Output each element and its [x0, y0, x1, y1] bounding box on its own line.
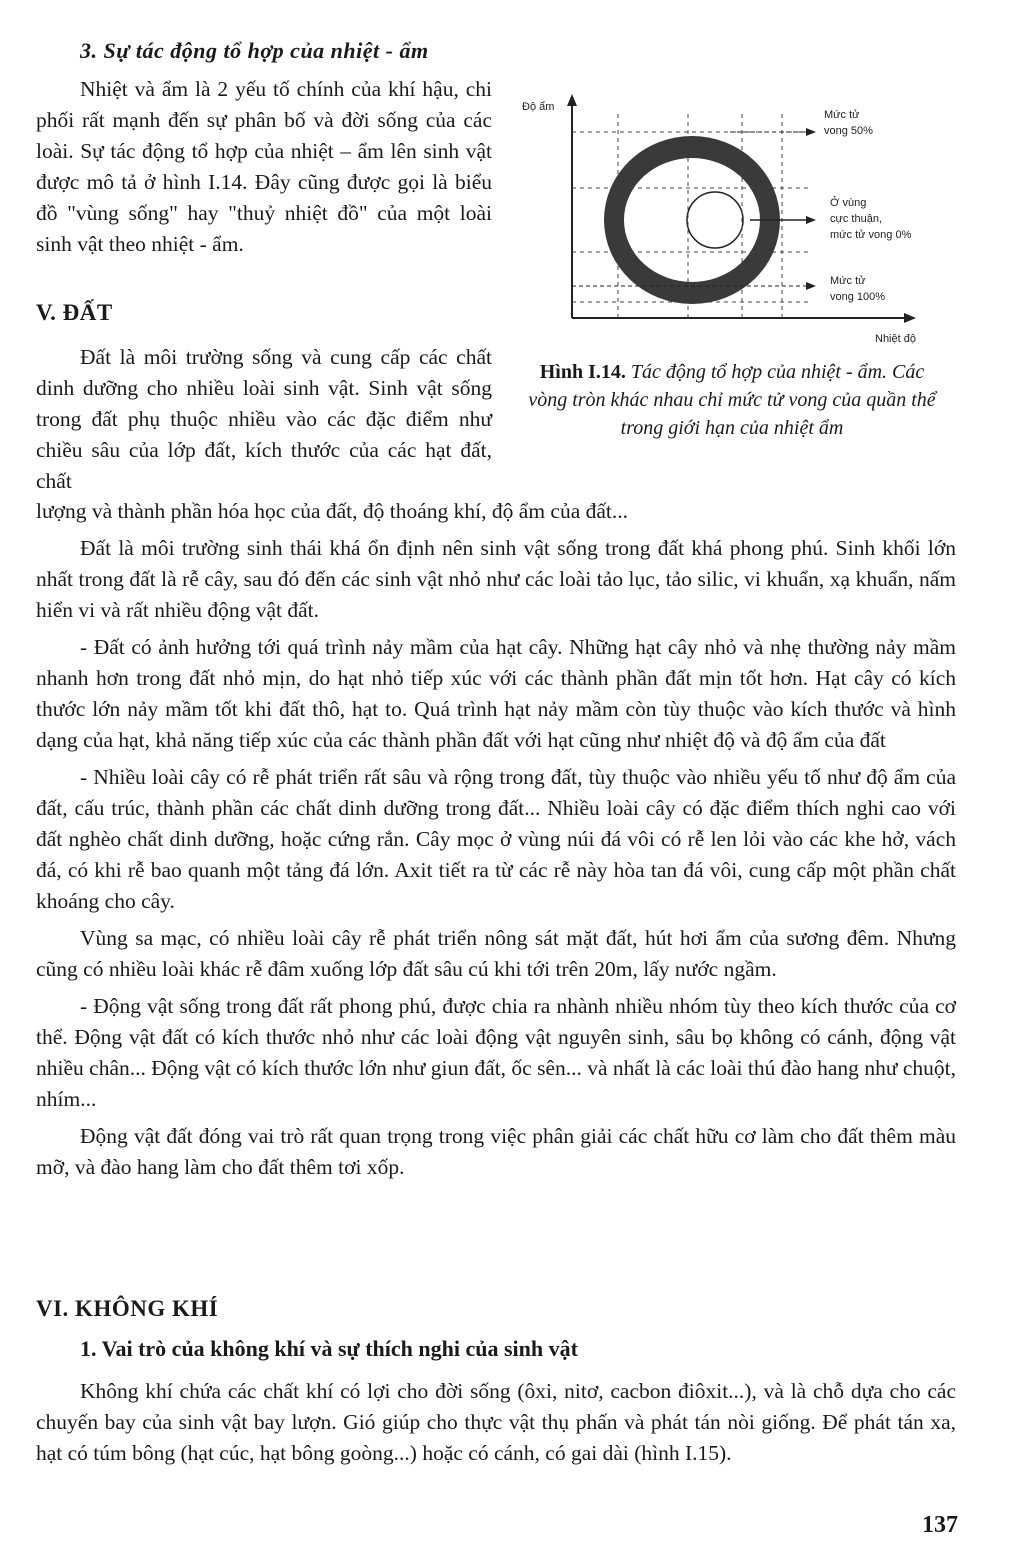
- section-5-paragraph-7: Động vật đất đóng vai trò rất quan trọng trong việc phân giải các chất hữu cơ làm cho đất thêm màu mỡ, và đào hang làm cho đất thêm tơi xốp.: [36, 1124, 956, 1179]
- section-5-body: [36, 496, 956, 1189]
- section-5-heading: V. ĐẤT: [36, 300, 113, 325]
- label-bottom-l1: Mức tử: [830, 275, 866, 287]
- section-3-heading: 3. Sự tác động tổ hợp của nhiệt - ẩm: [80, 38, 429, 63]
- x-axis-label: Nhiệt độ: [875, 333, 916, 345]
- ring-optimum-zone: [687, 192, 743, 248]
- figure-caption-text: Tác động tổ hợp của nhiệt - ẩm. Các vòng tròn khác nhau chỉ mức tử vong của quần thể trong giới hạn của nhiệt ẩm: [528, 361, 936, 439]
- section-5-paragraph-1: Đất là môi trường sống và cung cấp các chất dinh dưỡng cho nhiều loài sinh vật. Sinh vật sống trong đất phụ thuộc nhiều vào các đặc điểm như chiều sâu của lớp đất, kích thước của các hạt đất, chất: [36, 345, 492, 493]
- section-3-paragraph: Nhiệt và ẩm là 2 yếu tố chính của khí hậu, chi phối rất mạnh đến sự phân bố và đời sống của các loài. Sự tác động tổ hợp của nhiệt – ẩm lên sinh vật được mô tả ở hình I.14. Đây cũng được gọi là biểu đồ "vùng sống" hay "thuỷ nhiệt đồ" của một loài sinh vật theo nhiệt - ẩm.: [36, 77, 492, 256]
- section-5-p1-continued: lượng và thành phần hóa học của đất, độ thoáng khí, độ ẩm của đất...: [36, 499, 629, 523]
- label-center-l1: Ở vùng: [830, 197, 867, 209]
- figure-i14-caption: [522, 358, 942, 442]
- label-center-l2: cực thuận,: [830, 213, 883, 225]
- label-center-l3: mức tử vong 0%: [830, 229, 912, 241]
- section-5-paragraph-5: Vùng sa mạc, có nhiều loài cây rễ phát triển nông sát mặt đất, hút hơi ẩm của sương đêm. Nhưng cũng có nhiều loài khác rễ đâm xuống lớp đất sâu cú khi tới trên 20m, lấy nước ngầm.: [36, 926, 956, 981]
- figure-i14-diagram: [520, 92, 940, 350]
- section-5-paragraph-3: - Đất có ảnh hưởng tới quá trình nảy mầm của hạt cây. Những hạt cây nhỏ và nhẹ thường nảy mầm nhanh hơn trong đất nhỏ mịn, do hạt nhỏ tiếp xúc với các thành phần đất mịn tốt hơn. Hạt cây có kích thước lớn nảy mầm tốt khi đất thô, hạt to. Quá trình hạt nảy mầm còn tùy thuộc vào kích thước và hình dạng của hạt, khả năng tiếp xúc của các thành phần đất với hạt cũng như nhiệt độ và độ ẩm của đất: [36, 635, 956, 752]
- y-axis-arrow: [567, 94, 577, 106]
- y-axis-label: Độ ẩm: [522, 101, 555, 113]
- section-6-sub1-heading: 1. Vai trò của không khí và sự thích nghi của sinh vật: [80, 1336, 578, 1361]
- section-6-paragraph-1: Không khí chứa các chất khí có lợi cho đời sống (ôxi, nitơ, cacbon điôxit...), và là chỗ dựa cho các chuyến bay của sinh vật bay lượn. Gió giúp cho thực vật thụ phấn và phát tán nòi giống. Để phát tán xa, hạt có túm bông (hạt cúc, hạt bông goòng...) hoặc có cánh, có gai dài (hình I.15).: [36, 1379, 956, 1465]
- page-number: 137: [922, 1512, 958, 1538]
- section-5-paragraph-6: - Động vật sống trong đất rất phong phú, được chia ra nhành nhiều nhóm tùy theo kích thước của cơ thể. Động vật đất có kích thước nhỏ như các loài động vật nguyên sinh, sâu bọ không có cánh, động vật nhiều chân... Động vật có kích thước lớn như giun đất, ốc sên... và nhất là các loài thú đào hang như chuột, nhím...: [36, 994, 956, 1111]
- x-axis-arrow: [904, 313, 916, 323]
- section-5-paragraph-2: Đất là môi trường sinh thái khá ổn định nên sinh vật sống trong đất khá phong phú. Sinh khối lớn nhất trong đất là rễ cây, sau đó đến các sinh vật nhỏ như các loài tảo lục, tảo silic, vi khuẩn, xạ khuẩn, nấm hiển vi và rất nhiều động vật đất.: [36, 536, 956, 622]
- figure-i14: [520, 92, 940, 350]
- label-outer-l2: vong 50%: [824, 125, 873, 137]
- section-6-body: [36, 1376, 956, 1475]
- section-5-paragraph-4: - Nhiều loài cây có rễ phát triển rất sâu và rộng trong đất, tùy thuộc vào nhiều yếu tố như độ ẩm của đất, cấu trúc, thành phần các chất dinh dưỡng trong đất... Nhiều loài cây có đặc điểm thích nghi cao với đất nghèo chất dinh dưỡng, hoặc cứng rắn. Cây mọc ở vùng núi đá vôi có rễ len lỏi vào các khe hở, vách đá, có khi rễ bao quanh một tảng đá lớn. Axit tiết ra từ các rễ này hòa tan đá vôi, cung cấp một phần chất khoáng cho cây.: [36, 765, 956, 913]
- section-6-heading: VI. KHÔNG KHÍ: [36, 1296, 219, 1321]
- figure-caption-label: Hình I.14.: [539, 361, 626, 383]
- label-outer-l1: Mức tử: [824, 109, 860, 121]
- label-bottom-l2: vong 100%: [830, 291, 886, 303]
